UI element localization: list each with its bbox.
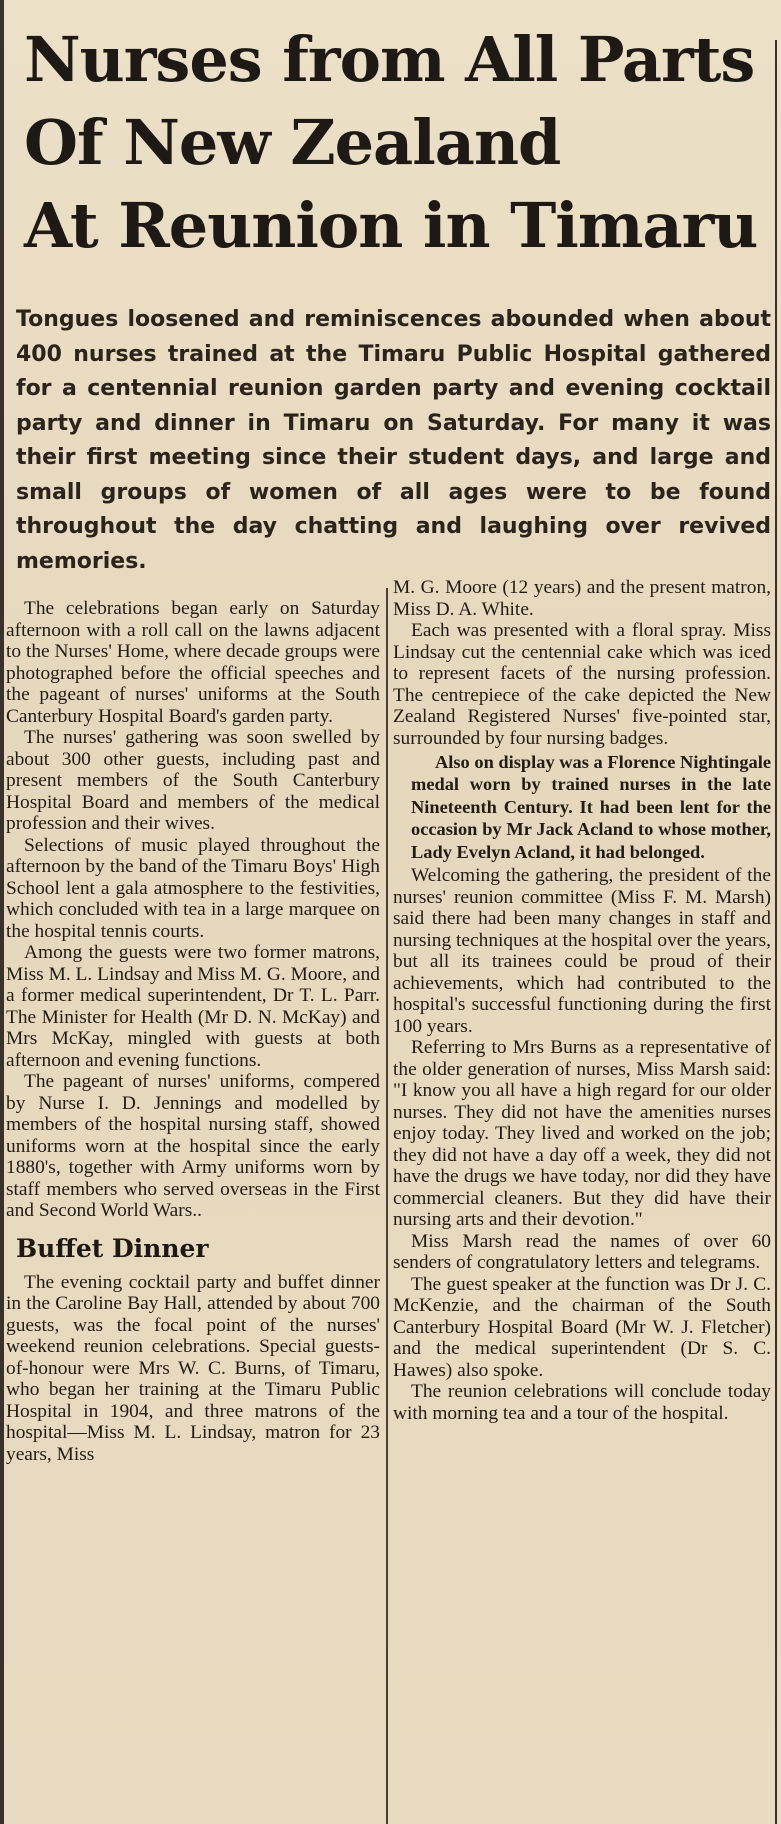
right-paragraph-bold: Also on display was a Florence Nightingale medal worn by trained nurses in the late Nineteenth Century. It had been lent for the occasion by Mr Jack Acland to whose mother, Lady Evelyn Acland, it had belonged. bbox=[411, 752, 771, 862]
left-edge-border bbox=[0, 0, 4, 1824]
right-paragraph-4: Referring to Mrs Burns as a representative of the older generation of nurses, Miss Marsh said: "I know you all have a high regard for our older nurses. They did not have the amenities nurses enjoy today. They lived and worked on the job; they did not have a day off a week, they did not have the drugs we have today, nor did they have commercial cleaners. But they did have their nursing arts and their devotion." bbox=[393, 1037, 771, 1231]
column-divider bbox=[386, 588, 388, 1824]
left-paragraph-1: The celebrations began early on Saturday afternoon with a roll call on the lawns adjacent to the Nurses' Home, where decade groups were photographed before the official speeches and the pageant of nurses' uniforms at the South Canterbury Hospital Board's garden party. bbox=[6, 598, 380, 727]
right-paragraph-5: Miss Marsh read the names of over 60 senders of congratulatory letters and telegrams. bbox=[393, 1230, 771, 1274]
left-column bbox=[6, 598, 380, 1465]
right-edge-border bbox=[775, 40, 777, 1824]
left-paragraph-2: The nurses' gathering was soon swelled by about 300 other guests, including past and present members of the South Canterbury Hospital Board and members of the medical profession and their wives. bbox=[6, 727, 380, 834]
left-paragraph-6: The evening cocktail party and buffet dinner in the Caroline Bay Hall, attended by about 700 guests, was the focal point of the nurses' weekend reunion celebrations. Special guests-of-honour were Mrs W. C. Burns, of Timaru, who began her training at the Timaru Public Hospital in 1904, and three matrons of the hospital—Miss M. L. Lindsay, matron for 23 years, Miss bbox=[6, 1271, 380, 1465]
lede-paragraph: Tongues loosened and reminiscences abounded when about 400 nurses trained at the Timaru Public Hospital gathered for a centennial reunion garden party and evening cocktail party and dinner in Timaru on Saturday. For many it was their first meeting since their student days, and large and small groups of women of all ages were to be found throughout the day chatting and laughing over revived memories. bbox=[16, 307, 771, 574]
right-paragraph-7: The reunion celebrations will conclude today with morning tea and a tour of the hospital. bbox=[393, 1381, 771, 1424]
right-paragraph-continued: M. G. Moore (12 years) and the present matron, Miss D. A. White. bbox=[393, 577, 771, 620]
left-paragraph-3: Selections of music played throughout the afternoon by the band of the Timaru Boys' High School lent a gala atmosphere to the festivities, which concluded with tea in a large marquee on the hospital tennis courts. bbox=[6, 834, 380, 942]
left-paragraph-5: The pageant of nurses' uniforms, compered by Nurse I. D. Jennings and modelled by members of the hospital nursing staff, showed uniforms worn at the hospital since the early 1880's, together with Army uniforms worn by staff members who served overseas in the First and Second World Wars.. bbox=[6, 1071, 380, 1221]
headline-line-3: At Reunion in Timaru bbox=[24, 189, 758, 262]
right-paragraph-6: The guest speaker at the function was Dr J. C. McKenzie, and the chairman of the South Canterbury Hospital Board (Mr W. J. Fletcher) and the medical superintendent (Dr S. C. Hawes) also spoke. bbox=[393, 1273, 771, 1381]
headline bbox=[24, 18, 764, 267]
right-column bbox=[393, 577, 771, 1424]
left-paragraph-4: Among the guests were two former matrons, Miss M. L. Lindsay and Miss M. G. Moore, and a former medical superintendent, Dr T. L. Parr. The Minister for Health (Mr D. N. McKay) and Mrs McKay, mingled with guests at both afternoon and evening functions. bbox=[6, 942, 380, 1071]
subheading-buffet-dinner: Buffet Dinner bbox=[16, 1233, 209, 1263]
headline-line-1: Nurses from All Parts bbox=[24, 23, 755, 96]
right-paragraph-1: Each was presented with a floral spray. Miss Lindsay cut the centennial cake which was iced to represent facets of the nursing profession. The centrepiece of the cake depicted the New Zealand Registered Nurses' five-pointed star, surrounded by four nursing badges. bbox=[393, 620, 771, 749]
right-paragraph-3: Welcoming the gathering, the president of the nurses' reunion committee (Miss F. M. Marsh) said there had been many changes in staff and nursing techniques at the hospital over the years, but all its trainees could be proud of their achievements, which had contributed to the hospital's successful functioning during the first 100 years. bbox=[393, 865, 772, 1037]
headline-line-2: Of New Zealand bbox=[24, 106, 561, 179]
